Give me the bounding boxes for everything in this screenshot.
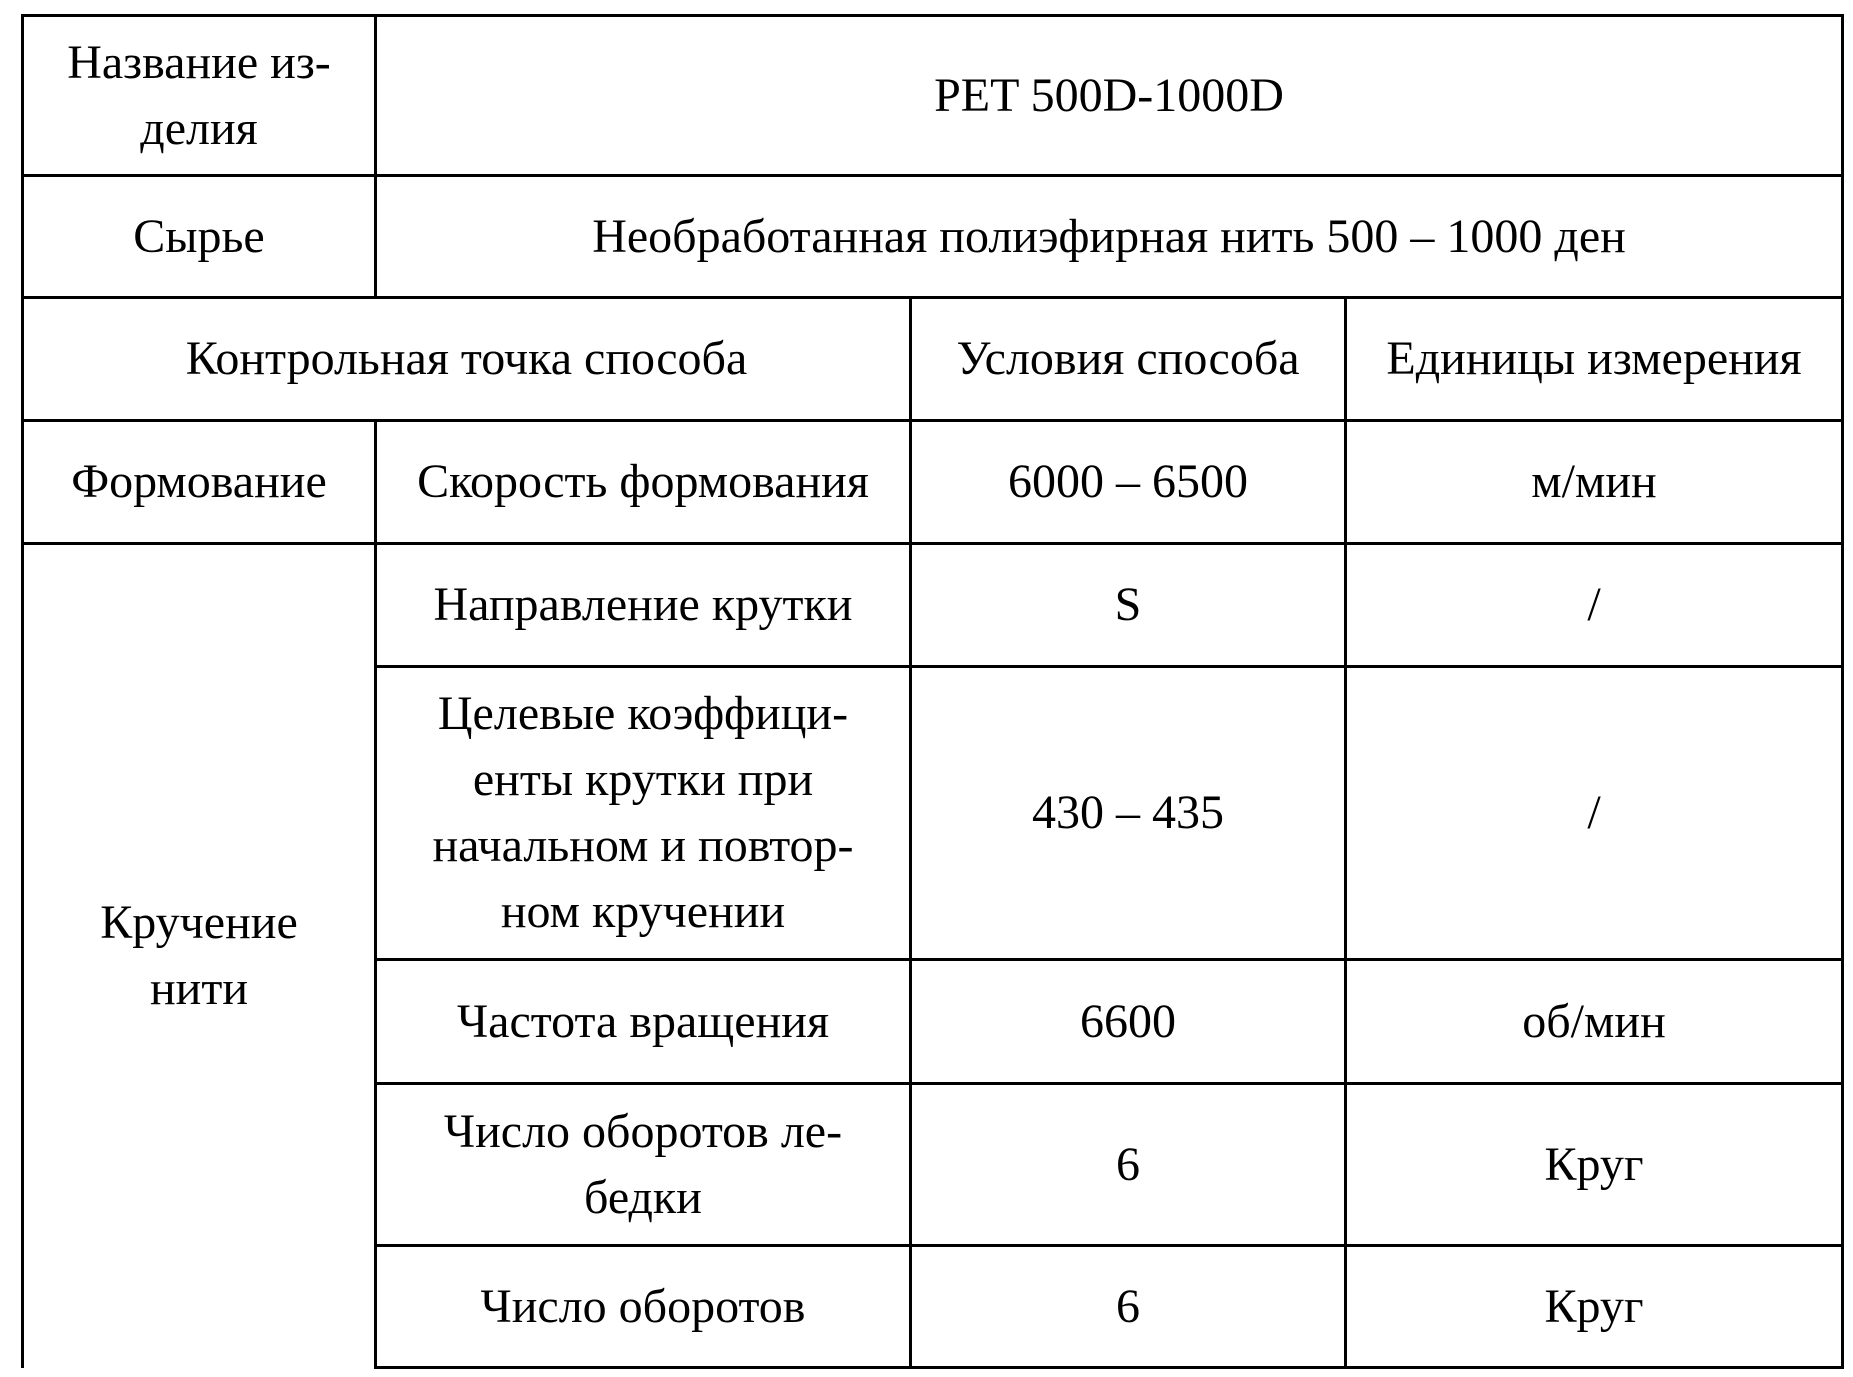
twisting-condition: S [911,544,1346,667]
twisting-unit: Круг [1346,1084,1843,1246]
twisting-unit: / [1346,667,1843,960]
twisting-condition: 6 [911,1084,1346,1246]
raw-material-row [23,176,1843,298]
product-name-label: Название из- делия [23,16,376,176]
twisting-parameter: Число оборотов ле- бедки [376,1084,911,1246]
raw-material-label: Сырье [23,176,376,298]
forming-unit: м/мин [1346,421,1843,544]
twisting-unit: / [1346,544,1843,667]
twisting-parameter: Частота вращения [376,960,911,1084]
table-row [23,544,1843,667]
twisting-parameter: Число оборотов [376,1246,911,1368]
header-control-point: Контрольная точка способа [23,298,911,421]
process-spec-table [21,14,1844,1369]
forming-condition: 6000 – 6500 [911,421,1346,544]
header-units: Единицы измерения [1346,298,1843,421]
header-row [23,298,1843,421]
forming-row [23,421,1843,544]
twisting-parameter: Целевые коэффици- енты крутки при начальном и повтор- ном кручении [376,667,911,960]
twisting-unit: Круг [1346,1246,1843,1368]
forming-parameter: Скорость формования [376,421,911,544]
twisting-condition: 430 – 435 [911,667,1346,960]
twisting-condition: 6600 [911,960,1346,1084]
twisting-stage-label: Кручение нити [23,544,376,1368]
twisting-unit: об/мин [1346,960,1843,1084]
header-conditions: Условия способа [911,298,1346,421]
product-name-row [23,16,1843,176]
twisting-condition: 6 [911,1246,1346,1368]
twisting-parameter: Направление крутки [376,544,911,667]
raw-material-value: Необработанная полиэфирная нить 500 – 1000 ден [376,176,1843,298]
product-name-value: PET 500D-1000D [376,16,1843,176]
forming-stage-label: Формование [23,421,376,544]
